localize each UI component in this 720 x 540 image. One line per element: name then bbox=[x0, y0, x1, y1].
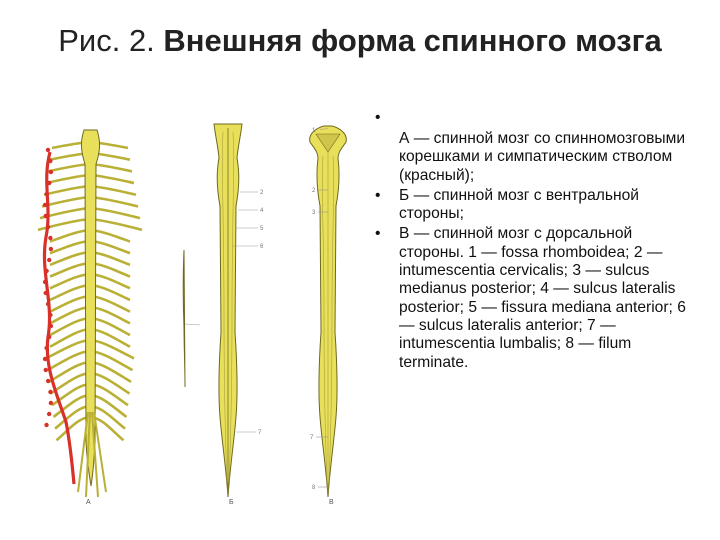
sympathetic-ganglion bbox=[44, 291, 48, 295]
sympathetic-ganglion bbox=[47, 412, 51, 416]
sympathetic-ganglion bbox=[44, 368, 48, 372]
panel-c-dorsal-view bbox=[310, 126, 347, 506]
legend-text-c: В — спинной мозг с дорсальной стороны. 1 — fossa rhomboidea; 2 — intumescentia cervicalis; 3 — sulcus medianus posterior; 4 — sulcus lateralis posterior; 5 — fissura mediana anterior; 6 — sulcus lateralis anterior; 7 — intumescentia lumbalis; 8 — filum terminate. bbox=[399, 225, 686, 371]
panel-c-label-3: 3 bbox=[312, 210, 316, 216]
sympathetic-ganglion bbox=[48, 390, 52, 394]
sympathetic-ganglion bbox=[44, 346, 48, 350]
panel-c-label-1: 1 bbox=[312, 128, 316, 134]
sympathetic-ganglion bbox=[43, 357, 47, 361]
nerve-root-right bbox=[90, 186, 136, 195]
sympathetic-ganglion bbox=[48, 236, 52, 240]
nerve-root-right bbox=[90, 340, 134, 358]
sympathetic-ganglion bbox=[44, 192, 48, 196]
nerve-root-right bbox=[90, 197, 138, 206]
nerve-root-left bbox=[50, 230, 90, 242]
sympathetic-ganglion bbox=[47, 258, 51, 262]
sympathetic-ganglion bbox=[49, 170, 53, 174]
figure-number: Рис. 2. bbox=[58, 23, 155, 58]
panel-b-label-4: 4 bbox=[260, 208, 264, 214]
nerve-root-right bbox=[90, 208, 140, 218]
list-item bbox=[372, 109, 692, 185]
panel-c-label-2: 2 bbox=[312, 188, 316, 194]
sympathetic-ganglion bbox=[44, 269, 48, 273]
figure-title: Внешняя форма спинного мозга bbox=[163, 23, 662, 58]
panel-b-label-5: 5 bbox=[260, 226, 264, 232]
panel-b-ventral-view bbox=[214, 124, 264, 506]
panel-letter-b: Б bbox=[229, 499, 234, 506]
panel-letter-c: В bbox=[329, 499, 334, 506]
nerve-root-right bbox=[90, 219, 142, 230]
sympathetic-ganglion bbox=[46, 225, 50, 229]
bullet-icon: • bbox=[375, 186, 381, 204]
sympathetic-ganglion bbox=[43, 280, 47, 284]
nerve-root-left bbox=[46, 340, 90, 358]
panel-b-label-6: 6 bbox=[260, 244, 264, 250]
sympathetic-ganglion bbox=[49, 401, 53, 405]
panel-c-label-8: 8 bbox=[312, 485, 316, 491]
filum-fragment-leader bbox=[185, 324, 200, 325]
panel-letter-a: А bbox=[86, 499, 91, 506]
panel-a-cord-with-roots bbox=[38, 130, 142, 506]
panel-b-label-2: 2 bbox=[260, 190, 264, 196]
legend-text-b: Б — спинной мозг с вентральной стороны; bbox=[399, 186, 639, 223]
panel-b-label-7: 7 bbox=[258, 430, 262, 436]
bullet-icon: • bbox=[375, 225, 381, 243]
sympathetic-ganglion bbox=[46, 302, 50, 306]
filum-fragment bbox=[183, 250, 185, 387]
sympathetic-ganglion bbox=[47, 181, 51, 185]
sympathetic-ganglion bbox=[49, 247, 53, 251]
slide-title bbox=[20, 22, 700, 60]
sympathetic-ganglion bbox=[43, 203, 47, 207]
sympathetic-ganglion bbox=[49, 324, 53, 328]
nerve-root-left bbox=[48, 164, 90, 171]
sympathetic-ganglion bbox=[44, 423, 48, 427]
list-item bbox=[372, 187, 692, 224]
panel-c-label-7: 7 bbox=[310, 435, 314, 441]
legend-bullet-list bbox=[372, 109, 692, 374]
sympathetic-ganglion bbox=[48, 159, 52, 163]
nerve-root-left bbox=[50, 241, 90, 253]
sympathetic-ganglion bbox=[43, 214, 47, 218]
legend-text-a: А — спинной мозг со спинномозговыми корешками и симпатическим стволом (красный); bbox=[399, 130, 686, 184]
sympathetic-ganglion bbox=[48, 313, 52, 317]
spinal-cord-figure bbox=[28, 112, 373, 512]
nerve-root-right bbox=[90, 175, 134, 183]
nerve-root-left bbox=[44, 186, 90, 195]
nerve-root-left bbox=[46, 175, 90, 183]
sympathetic-ganglion bbox=[46, 148, 50, 152]
list-item bbox=[372, 225, 692, 371]
sympathetic-ganglion bbox=[47, 335, 51, 339]
bullet-icon: • bbox=[375, 109, 381, 126]
sympathetic-ganglion bbox=[46, 379, 50, 383]
